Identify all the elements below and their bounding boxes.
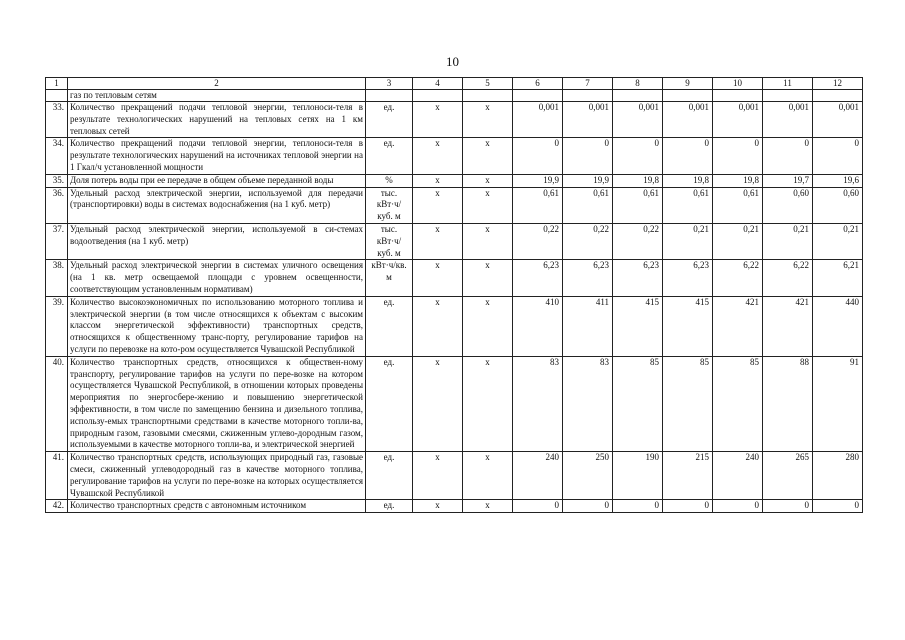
year-value: 0,001 bbox=[513, 102, 563, 138]
year-value: 0,001 bbox=[713, 102, 763, 138]
column-header: 7 bbox=[563, 78, 613, 90]
year-value: 85 bbox=[663, 356, 713, 451]
year-value: 0,61 bbox=[613, 187, 663, 223]
row-number: 41. bbox=[46, 452, 68, 500]
indicator-description: Удельный расход электрической энергии, используемой в си-стемах водоотведения (на 1 куб. метр) bbox=[68, 223, 366, 259]
table-row bbox=[46, 356, 863, 451]
year-value: 0,22 bbox=[563, 223, 613, 259]
page-number: 10 bbox=[446, 54, 459, 69]
year-value: 6,22 bbox=[713, 260, 763, 296]
column-4-value: х bbox=[413, 187, 463, 223]
year-value: 265 bbox=[763, 452, 813, 500]
year-value: 0,001 bbox=[663, 102, 713, 138]
column-5-value: х bbox=[463, 138, 513, 174]
column-5-value: х bbox=[463, 296, 513, 356]
year-value: 6,23 bbox=[663, 260, 713, 296]
year-value: 19,7 bbox=[763, 174, 813, 187]
table-row bbox=[46, 223, 863, 259]
column-header-row bbox=[46, 78, 863, 90]
row-number: 35. bbox=[46, 174, 68, 187]
table-row bbox=[46, 260, 863, 296]
row-number: 34. bbox=[46, 138, 68, 174]
table-row bbox=[46, 452, 863, 500]
year-value: 83 bbox=[513, 356, 563, 451]
year-value: 0 bbox=[713, 500, 763, 513]
year-value: 0,001 bbox=[613, 102, 663, 138]
year-value: 280 bbox=[813, 452, 863, 500]
year-value: 0,001 bbox=[813, 102, 863, 138]
year-value: 91 bbox=[813, 356, 863, 451]
year-value: 85 bbox=[613, 356, 663, 451]
year-value: 240 bbox=[713, 452, 763, 500]
year-value: 190 bbox=[613, 452, 663, 500]
column-5-value: х bbox=[463, 174, 513, 187]
indicator-description: Удельный расход электрической энергии, используемой для передачи (транспортировки) воды в системах водоснабжения (на 1 куб. метр) bbox=[68, 187, 366, 223]
table-row bbox=[46, 296, 863, 356]
indicator-description: Количество транспортных средств с автономным источником bbox=[68, 500, 366, 513]
year-value: 0 bbox=[813, 138, 863, 174]
column-4-value: х bbox=[413, 452, 463, 500]
indicator-description: Количество транспортных средств, использующих природный газ, газовые смеси, сжиженный углеводородный газ в качестве моторного топлива, регулирование тарифов на услуги по пере-возке на которых осуществляется Чувашской Республикой bbox=[68, 452, 366, 500]
indicator-description: Количество высокоэкономичных по использованию моторного топлива и электрической энергии (в том числе относящихся к объектам с высоким классом энергетической эффективности) транспортных средств, относящихся к общественному транс-порту, регулирование тарифов на услуги по перевозке на кото-ром осуществляется Чувашской Республикой bbox=[68, 296, 366, 356]
year-value: 0,21 bbox=[713, 223, 763, 259]
column-header: 6 bbox=[513, 78, 563, 90]
row-number: 36. bbox=[46, 187, 68, 223]
unit-of-measure: ед. bbox=[366, 296, 413, 356]
column-5-value: х bbox=[463, 356, 513, 451]
column-header: 12 bbox=[813, 78, 863, 90]
indicators-table bbox=[45, 77, 863, 513]
year-value: 411 bbox=[563, 296, 613, 356]
year-value: 0,001 bbox=[563, 102, 613, 138]
unit-of-measure: кВт·ч/кв. м bbox=[366, 260, 413, 296]
row-number: 40. bbox=[46, 356, 68, 451]
year-value: 0 bbox=[763, 500, 813, 513]
year-value: 0 bbox=[563, 500, 613, 513]
column-4-value: х bbox=[413, 356, 463, 451]
continuation-text: газ по тепловым сетям bbox=[68, 90, 366, 102]
unit-of-measure: % bbox=[366, 174, 413, 187]
year-value: 240 bbox=[513, 452, 563, 500]
unit-of-measure: тыс. кВт·ч/ куб. м bbox=[366, 187, 413, 223]
column-header: 5 bbox=[463, 78, 513, 90]
year-value: 0 bbox=[513, 500, 563, 513]
row-number: 38. bbox=[46, 260, 68, 296]
column-header: 4 bbox=[413, 78, 463, 90]
unit-of-measure: тыс. кВт·ч/ куб. м bbox=[366, 223, 413, 259]
year-value: 0,21 bbox=[663, 223, 713, 259]
column-4-value: х bbox=[413, 138, 463, 174]
year-value: 19,9 bbox=[563, 174, 613, 187]
year-value: 0,21 bbox=[763, 223, 813, 259]
year-value: 6,22 bbox=[763, 260, 813, 296]
year-value: 0,61 bbox=[663, 187, 713, 223]
unit-of-measure: ед. bbox=[366, 452, 413, 500]
column-4-value: х bbox=[413, 260, 463, 296]
year-value: 0,21 bbox=[813, 223, 863, 259]
year-value: 0,60 bbox=[813, 187, 863, 223]
year-value: 0 bbox=[613, 138, 663, 174]
year-value: 215 bbox=[663, 452, 713, 500]
year-value: 19,8 bbox=[613, 174, 663, 187]
year-value: 250 bbox=[563, 452, 613, 500]
table-row bbox=[46, 102, 863, 138]
indicator-description: Количество прекращений подачи тепловой энергии, теплоноси-теля в результате технологических нарушений на тепловых сетях на 1 км тепловых сетей bbox=[68, 102, 366, 138]
year-value: 85 bbox=[713, 356, 763, 451]
year-value: 0 bbox=[563, 138, 613, 174]
indicator-description: Количество прекращений подачи тепловой энергии, теплоноси-теля в результате технологических нарушений на источниках тепловой энергии на 1 Гкал/ч установленной мощности bbox=[68, 138, 366, 174]
indicator-description: Доля потерь воды при ее передаче в общем объеме переданной воды bbox=[68, 174, 366, 187]
year-value: 0 bbox=[613, 500, 663, 513]
year-value: 83 bbox=[563, 356, 613, 451]
year-value: 0,001 bbox=[763, 102, 813, 138]
table-row bbox=[46, 138, 863, 174]
year-value: 19,8 bbox=[663, 174, 713, 187]
year-value: 0 bbox=[663, 500, 713, 513]
column-5-value: х bbox=[463, 102, 513, 138]
column-4-value: х bbox=[413, 500, 463, 513]
column-5-value: х bbox=[463, 452, 513, 500]
year-value: 0 bbox=[813, 500, 863, 513]
column-header: 10 bbox=[713, 78, 763, 90]
year-value: 0,61 bbox=[513, 187, 563, 223]
column-5-value: х bbox=[463, 500, 513, 513]
column-header: 9 bbox=[663, 78, 713, 90]
column-header: 8 bbox=[613, 78, 663, 90]
year-value: 6,21 bbox=[813, 260, 863, 296]
column-header: 11 bbox=[763, 78, 813, 90]
column-4-value: х bbox=[413, 102, 463, 138]
continuation-row bbox=[46, 90, 863, 102]
row-number: 42. bbox=[46, 500, 68, 513]
year-value: 415 bbox=[613, 296, 663, 356]
table-row bbox=[46, 174, 863, 187]
row-number: 37. bbox=[46, 223, 68, 259]
table-row bbox=[46, 187, 863, 223]
column-header: 1 bbox=[46, 78, 68, 90]
year-value: 88 bbox=[763, 356, 813, 451]
unit-of-measure: ед. bbox=[366, 102, 413, 138]
year-value: 0,22 bbox=[613, 223, 663, 259]
column-5-value: х bbox=[463, 187, 513, 223]
year-value: 19,9 bbox=[513, 174, 563, 187]
column-4-value: х bbox=[413, 174, 463, 187]
year-value: 19,6 bbox=[813, 174, 863, 187]
row-number: 39. bbox=[46, 296, 68, 356]
year-value: 6,23 bbox=[613, 260, 663, 296]
year-value: 0,60 bbox=[763, 187, 813, 223]
year-value: 0 bbox=[713, 138, 763, 174]
year-value: 421 bbox=[713, 296, 763, 356]
year-value: 440 bbox=[813, 296, 863, 356]
year-value: 6,23 bbox=[513, 260, 563, 296]
year-value: 410 bbox=[513, 296, 563, 356]
year-value: 421 bbox=[763, 296, 813, 356]
year-value: 0 bbox=[663, 138, 713, 174]
indicator-description: Количество транспортных средств, относящихся к обществен-ному транспорту, регулирование тарифов на услуги по пере-возке на котором осуществляется Чувашской Республикой, в отношении которых проведены мероприятия по энергосбере-жению и повышению энергетической эффективности, в том числе по замещению бензина и дизельного топлива, использу-емых транспортными средствами в качестве моторного топли-ва, природным газом, газовыми смесями, сжиженным углево-дородным газом, используемыми в качестве моторного топли-ва, и электрической энергией bbox=[68, 356, 366, 451]
column-4-value: х bbox=[413, 223, 463, 259]
year-value: 0 bbox=[513, 138, 563, 174]
unit-of-measure: ед. bbox=[366, 138, 413, 174]
year-value: 0,61 bbox=[563, 187, 613, 223]
year-value: 0 bbox=[763, 138, 813, 174]
column-header: 2 bbox=[68, 78, 366, 90]
column-5-value: х bbox=[463, 260, 513, 296]
year-value: 0,22 bbox=[513, 223, 563, 259]
year-value: 415 bbox=[663, 296, 713, 356]
unit-of-measure: ед. bbox=[366, 356, 413, 451]
row-number: 33. bbox=[46, 102, 68, 138]
table-row bbox=[46, 500, 863, 513]
year-value: 0,61 bbox=[713, 187, 763, 223]
column-4-value: х bbox=[413, 296, 463, 356]
column-5-value: х bbox=[463, 223, 513, 259]
unit-of-measure: ед. bbox=[366, 500, 413, 513]
column-header: 3 bbox=[366, 78, 413, 90]
indicator-description: Удельный расход электрической энергии в системах уличного освещения (на 1 кв. метр освещаемой площади с уровнем освещенности, соответствующим установленным нормативам) bbox=[68, 260, 366, 296]
year-value: 6,23 bbox=[563, 260, 613, 296]
year-value: 19,8 bbox=[713, 174, 763, 187]
